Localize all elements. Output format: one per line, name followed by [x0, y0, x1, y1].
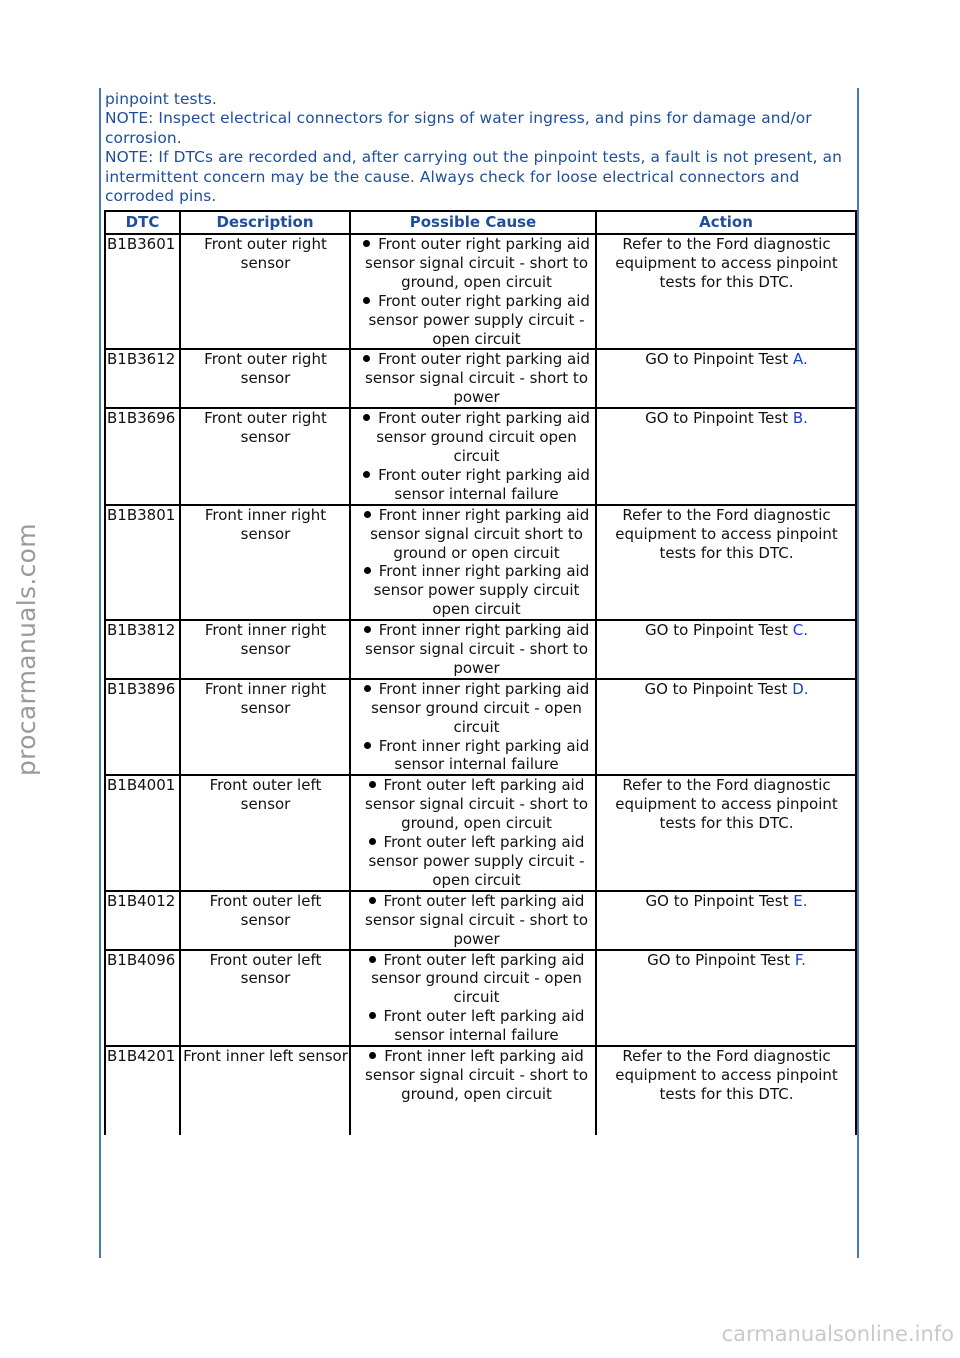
cause-text: Front outer right parking aid sensor internal failure: [378, 465, 590, 503]
note-intermittent-concern: NOTE: If DTCs are recorded and, after carrying out the pinpoint tests, a fault is not present, an intermittent concern may be the cause. Always check for loose electrical connectors and corroded pins.: [105, 148, 843, 206]
dtc-code: B1B3601: [105, 234, 180, 349]
bullet-icon: [364, 742, 371, 749]
dtc-table: [104, 210, 857, 1135]
bullet-icon: [364, 685, 371, 692]
cause-item: [353, 621, 594, 678]
cause-text: Front outer left parking aid sensor signal circuit - short to power: [365, 891, 588, 948]
table-row: [105, 505, 856, 620]
cause-list: [353, 350, 594, 407]
possible-causes: [350, 234, 596, 349]
header-possible-cause: Possible Cause: [350, 211, 596, 234]
cause-item: [353, 892, 594, 949]
cause-text: Front outer left parking aid sensor ground circuit - open circuit: [371, 950, 585, 1007]
dtc-action: [596, 1046, 856, 1135]
dtc-action: [596, 234, 856, 349]
possible-causes: [350, 408, 596, 505]
action-text: Refer to the Ford diagnostic equipment to access pinpoint tests for this DTC.: [615, 776, 838, 833]
table-row: [105, 234, 856, 349]
cause-item: [353, 562, 594, 619]
possible-causes: [350, 891, 596, 950]
dtc-code: B1B3896: [105, 679, 180, 776]
cause-text: Front inner right parking aid sensor power supply circuit open circuit: [373, 562, 590, 619]
cause-text: Front outer right parking aid sensor power supply circuit - open circuit: [368, 291, 590, 348]
cause-item: [353, 235, 594, 292]
pinpoint-test-link[interactable]: F.: [794, 950, 806, 969]
cause-item: [353, 737, 594, 775]
dtc-description: Front inner right sensor: [180, 620, 350, 679]
action-text: GO to Pinpoint Test: [645, 350, 793, 369]
cause-item: [353, 350, 594, 407]
possible-causes: [350, 1046, 596, 1135]
bullet-icon: [363, 240, 370, 247]
cause-item: [353, 1007, 594, 1045]
cause-item: [353, 292, 594, 349]
table-row: [105, 620, 856, 679]
dtc-code: B1B4096: [105, 950, 180, 1047]
pinpoint-test-link[interactable]: D.: [792, 679, 809, 698]
dtc-description: Front outer right sensor: [180, 408, 350, 505]
dtc-action: [596, 891, 856, 950]
dtc-action: [596, 349, 856, 408]
side-watermark: procarmanuals.com: [12, 523, 41, 776]
action-text: GO to Pinpoint Test: [647, 950, 795, 969]
bullet-icon: [369, 1052, 376, 1059]
table-row: [105, 891, 856, 950]
possible-causes: [350, 349, 596, 408]
intro-continuation: pinpoint tests.: [105, 90, 217, 108]
action-text: GO to Pinpoint Test: [645, 891, 794, 910]
cause-item: [353, 409, 594, 466]
cause-item: [353, 833, 594, 890]
cause-text: Front outer right parking aid sensor signal circuit - short to ground, open circuit: [365, 235, 590, 291]
cause-item: [353, 951, 594, 1008]
action-text: Refer to the Ford diagnostic equipment to access pinpoint tests for this DTC.: [615, 505, 838, 562]
header-dtc: DTC: [105, 211, 180, 234]
dtc-code: B1B3812: [105, 620, 180, 679]
dtc-description: Front inner right sensor: [180, 679, 350, 776]
bullet-icon: [363, 355, 370, 362]
dtc-code: B1B3801: [105, 505, 180, 620]
bullet-icon: [364, 511, 371, 518]
dtc-description: Front inner left sensor: [180, 1046, 350, 1135]
bullet-icon: [369, 956, 376, 963]
dtc-description: Front outer left sensor: [180, 950, 350, 1047]
table-row: [105, 679, 856, 776]
dtc-code: B1B4012: [105, 891, 180, 950]
cause-item: [353, 506, 594, 563]
dtc-description: Front inner right sensor: [180, 505, 350, 620]
cause-text: Front outer left parking aid sensor power supply circuit - open circuit: [368, 833, 585, 889]
pinpoint-test-link[interactable]: E.: [793, 891, 808, 910]
bullet-icon: [363, 297, 370, 304]
cause-list: [353, 951, 594, 1046]
bullet-icon: [369, 1012, 376, 1019]
action-text: Refer to the Ford diagnostic equipment to access pinpoint tests for this DTC.: [615, 1047, 838, 1103]
bullet-icon: [369, 781, 376, 788]
possible-causes: [350, 505, 596, 620]
cause-text: Front inner right parking aid sensor internal failure: [378, 736, 590, 774]
bottom-watermark: carmanualsonline.info: [721, 1322, 954, 1346]
cause-text: Front outer left parking aid sensor signal circuit - short to ground, open circuit: [365, 776, 588, 833]
table-row: [105, 408, 856, 505]
dtc-description: Front outer right sensor: [180, 349, 350, 408]
dtc-description: Front outer right sensor: [180, 234, 350, 349]
cause-list: [353, 680, 594, 775]
pinpoint-test-link[interactable]: B.: [792, 409, 808, 428]
pinpoint-test-link[interactable]: A.: [792, 350, 808, 369]
action-text: Refer to the Ford diagnostic equipment to access pinpoint tests for this DTC.: [615, 235, 838, 291]
cause-list: [353, 409, 594, 504]
cause-text: Front inner right parking aid sensor ground circuit - open circuit: [371, 679, 590, 736]
header-action: Action: [596, 211, 856, 234]
dtc-code: B1B4001: [105, 775, 180, 890]
cause-text: Front inner left parking aid sensor signal circuit - short to ground, open circuit: [365, 1047, 588, 1103]
table-row: [105, 1046, 856, 1135]
note-inspect-connectors: NOTE: Inspect electrical connectors for signs of water ingress, and pins for damage and/or corrosion.: [105, 109, 812, 147]
bullet-icon: [363, 471, 370, 478]
dtc-action: [596, 408, 856, 505]
possible-causes: [350, 950, 596, 1047]
dtc-action: [596, 950, 856, 1047]
cause-text: Front outer left parking aid sensor internal failure: [383, 1007, 585, 1045]
dtc-code: B1B3696: [105, 408, 180, 505]
cause-text: Front outer right parking aid sensor signal circuit - short to power: [365, 350, 590, 407]
possible-causes: [350, 620, 596, 679]
action-text: GO to Pinpoint Test: [644, 679, 793, 698]
dtc-code: B1B4201: [105, 1046, 180, 1135]
possible-causes: [350, 679, 596, 776]
dtc-action: [596, 679, 856, 776]
dtc-action: [596, 775, 856, 890]
cause-list: [353, 506, 594, 619]
table-row: [105, 950, 856, 1047]
table-header-row: [105, 211, 856, 234]
cause-text: Front inner right parking aid sensor signal circuit - short to power: [365, 621, 590, 677]
table-row: [105, 349, 856, 408]
cause-list: [353, 1047, 594, 1104]
right-margin-rule: [857, 88, 859, 1258]
dtc-code: B1B3612: [105, 349, 180, 408]
cause-list: [353, 235, 594, 348]
bullet-icon: [369, 897, 376, 904]
bullet-icon: [369, 838, 376, 845]
cause-item: [353, 466, 594, 504]
table-row: [105, 775, 856, 890]
intro-text: [105, 90, 850, 206]
cause-text: Front outer right parking aid sensor ground circuit open circuit: [376, 409, 590, 465]
action-text: GO to Pinpoint Test: [645, 621, 793, 640]
dtc-description: Front outer left sensor: [180, 891, 350, 950]
header-description: Description: [180, 211, 350, 234]
bullet-icon: [364, 626, 371, 633]
cause-list: [353, 621, 594, 678]
cause-item: [353, 680, 594, 737]
dtc-description: Front outer left sensor: [180, 775, 350, 890]
cause-list: [353, 776, 594, 889]
pinpoint-test-link[interactable]: C.: [792, 621, 808, 640]
dtc-table-body: [105, 234, 856, 1135]
cause-list: [353, 892, 594, 949]
action-text: GO to Pinpoint Test: [645, 409, 793, 428]
cause-item: [353, 776, 594, 833]
cause-item: [353, 1047, 594, 1104]
possible-causes: [350, 775, 596, 890]
bullet-icon: [364, 567, 371, 574]
dtc-action: [596, 620, 856, 679]
cause-text: Front inner right parking aid sensor signal circuit short to ground or open circuit: [370, 505, 590, 562]
dtc-action: [596, 505, 856, 620]
left-margin-rule: [99, 88, 101, 1258]
bullet-icon: [363, 414, 370, 421]
